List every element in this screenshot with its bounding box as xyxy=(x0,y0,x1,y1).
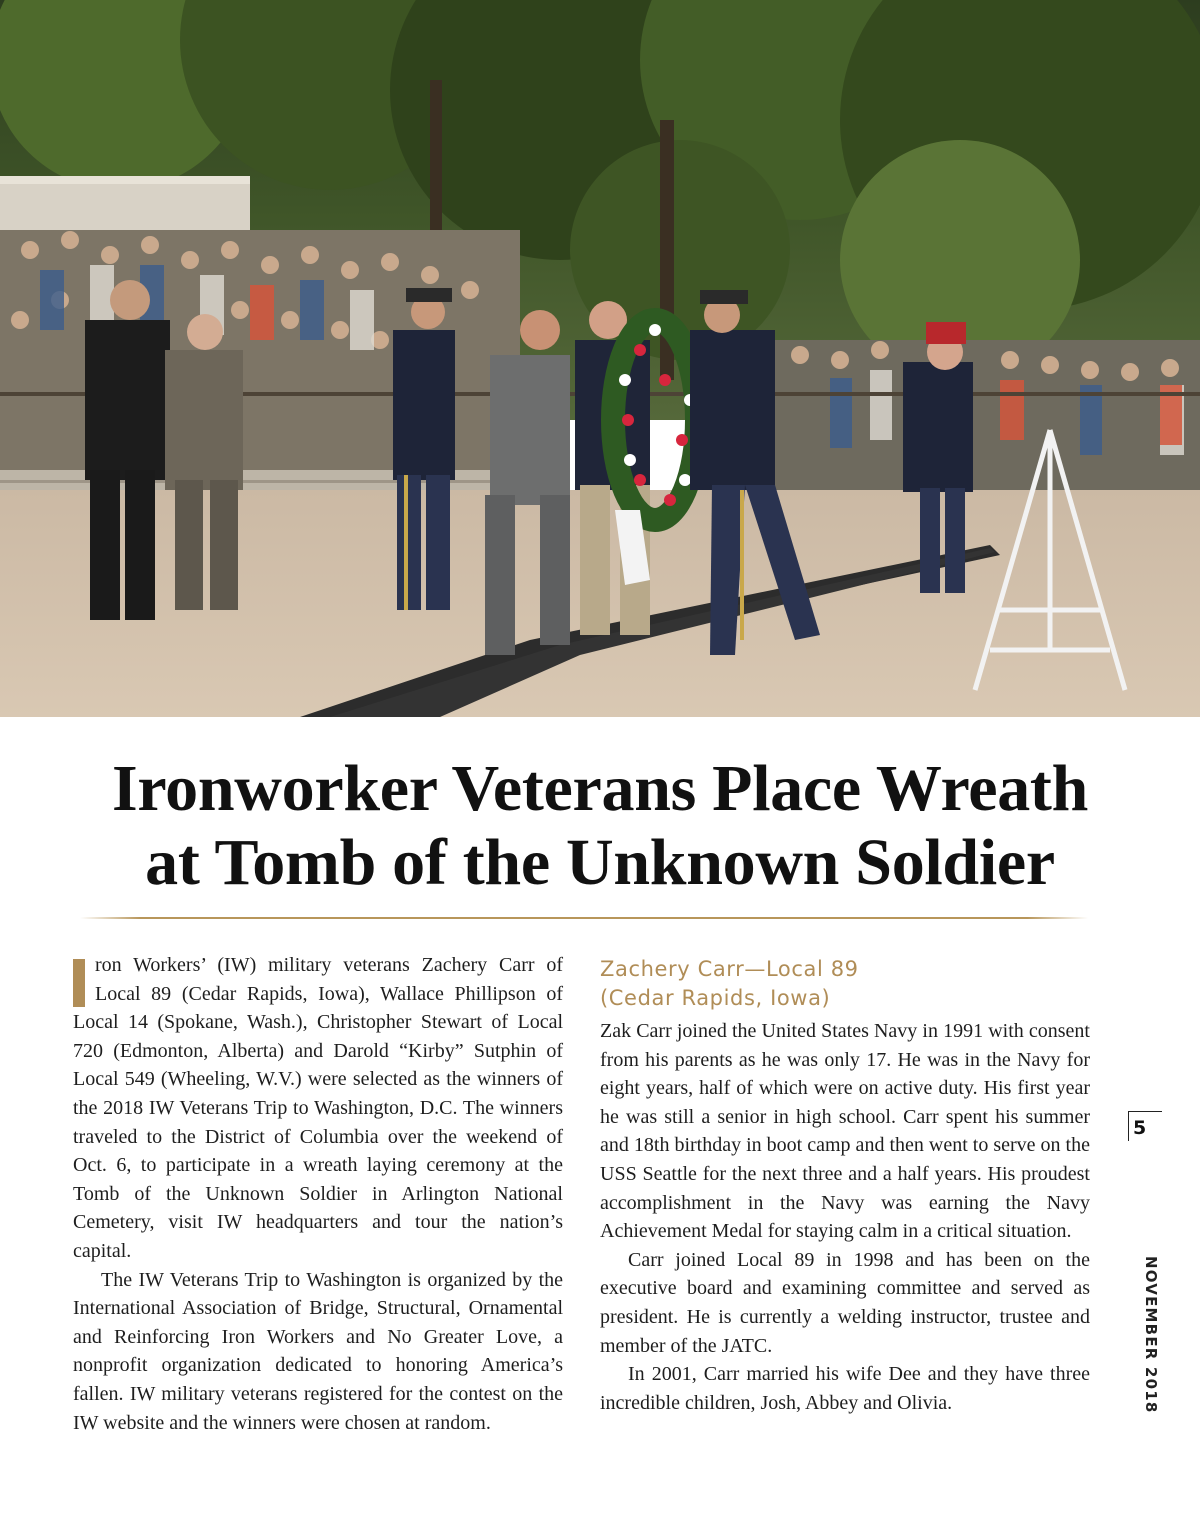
right-column xyxy=(600,955,1090,1417)
section-paragraph-1: Zak Carr joined the United States Navy in 1991 with consent from his parents as he was only 17. He was in the Navy for eight years, half of which were on active duty. His first year he was still a senior in high school. Carr spent his summer and 18th birthday in boot camp and then went to serve on the USS Seattle for the next three and a half years. His proudest accomplishment in the Navy was earning the Navy Achievement Medal for staying calm in a critical situation. xyxy=(600,1020,1090,1243)
folio-rule xyxy=(1128,1111,1162,1112)
section-paragraph-3: In 2001, Carr married his wife Dee and they have three incredible children, Josh, Abbey and Olivia. xyxy=(600,1363,1090,1414)
section-heading xyxy=(600,955,1090,1013)
intro-paragraph xyxy=(73,951,563,1266)
section-heading-line-1: Zachery Carr—Local 89 xyxy=(600,957,859,981)
section-heading-line-2: (Cedar Rapids, Iowa) xyxy=(600,986,831,1010)
issue-date: NOVEMBER 2018 xyxy=(1142,1256,1160,1414)
section-paragraph-2: Carr joined Local 89 in 1998 and has been on the executive board and examining committee and served as president. He is currently a welding instructor, trustee and member of the JATC. xyxy=(600,1248,1090,1357)
article-headline xyxy=(0,752,1200,900)
body-paragraph-2: The IW Veterans Trip to Washington is organized by the International Association of Bridge, Structural, Ornamental and Reinforcing Iron Workers and No Greater Love, a nonprofit organization dedicated to honoring America’s fallen. IW military veterans registered for the contest on the IW website and the winners were chosen at random. xyxy=(73,1268,563,1434)
page-number: 5 xyxy=(1133,1117,1147,1139)
headline-line-2: at Tomb of the Unknown Soldier xyxy=(145,826,1055,899)
folio-rule-vertical xyxy=(1128,1111,1129,1141)
hero-photo xyxy=(0,0,1200,717)
drop-cap-bar xyxy=(73,959,85,1007)
headline-divider xyxy=(80,917,1088,919)
intro-paragraph-text: ron Workers’ (IW) military veterans Zachery Carr of Local 89 (Cedar Rapids, Iowa), Wallace Phillipson of Local 14 (Spokane, Wash.), Christopher Stewart of Local 720 (Edmonton, Alberta) and Darold “Kirby” Sutphin of Local 549 (Wheeling, W.V.) were selected as the winners of the 2018 IW Veterans Trip to Washington, D.C. The winners traveled to the District of Columbia over the weekend of Oct. 6, to participate in a wreath laying ceremony at the Tomb of the Unknown Soldier in Arlington National Cemetery, visit IW headquarters and tour the nation’s capital. xyxy=(73,954,563,1262)
headline-line-1: Ironworker Veterans Place Wreath xyxy=(111,752,1089,825)
left-column xyxy=(73,951,563,1437)
